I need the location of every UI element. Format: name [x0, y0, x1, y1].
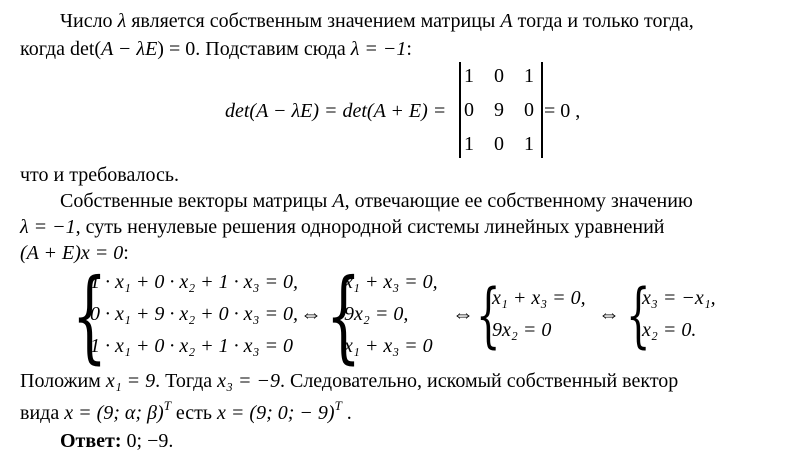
math: det(: [69, 38, 102, 60]
determinant-matrix: [459, 62, 543, 158]
superscript: T: [163, 398, 171, 413]
matrix-cell: 1: [464, 65, 474, 87]
text: . Подставим сюда: [195, 38, 351, 60]
text: есть: [170, 402, 218, 424]
matrix-cell: 0: [494, 65, 504, 87]
det-equation-left: det(A − λE) = det(A + E) =: [225, 100, 447, 122]
answer-line: [60, 428, 173, 454]
matrix-symbol: A: [500, 10, 513, 32]
text: , отвечающие ее собственному значению: [344, 190, 693, 212]
matrix-cell: 1: [524, 133, 534, 155]
system-equation: x₁ + x₃ = 0: [344, 335, 433, 357]
left-brace: {: [72, 257, 107, 374]
matrix-cell: 0: [464, 99, 474, 121]
matrix-cell: 0: [524, 99, 534, 121]
text: Положим: [20, 370, 106, 392]
system-equation: 1 · x₁ + 0 · x₂ + 1 · x₃ = 0: [90, 335, 293, 357]
system-equation: 9x₂ = 0,: [344, 303, 409, 325]
math: λ = −1: [20, 216, 76, 238]
matrix-symbol: A: [332, 190, 345, 212]
left-brace: {: [476, 274, 501, 356]
left-brace: {: [326, 257, 361, 374]
text: Число: [60, 10, 118, 32]
text-line: что и требовалось.: [20, 164, 179, 186]
text: когда: [20, 38, 70, 60]
text-line: [20, 400, 352, 426]
answer-label: Ответ:: [60, 430, 122, 452]
math: x = (9; α; β): [64, 402, 164, 424]
text-line: [20, 36, 412, 62]
answer-value: 0; −9.: [121, 430, 174, 452]
text: Собственные векторы матрицы: [60, 190, 333, 212]
text: :: [123, 242, 129, 264]
superscript: T: [334, 398, 342, 413]
lambda-symbol: λ: [117, 10, 127, 32]
math: x₃ = −9: [217, 370, 280, 392]
equivalence-arrow: ⇔: [452, 301, 474, 326]
math: λ = −1: [350, 38, 407, 60]
system-equation: 1 · x₁ + 0 · x₂ + 1 · x₃ = 0,: [90, 271, 298, 293]
text: , суть ненулевые решения однородной системы линейных уравнений: [75, 216, 665, 238]
math: x₁ = 9: [105, 370, 156, 392]
matrix-cell: 1: [524, 65, 534, 87]
equivalence-arrow: ⇔: [598, 301, 620, 326]
system-equation: x₁ + x₃ = 0,: [492, 287, 586, 309]
det-equation-right: = 0 ,: [544, 100, 581, 122]
equivalence-arrow: ⇔: [300, 301, 322, 326]
text-line: [20, 214, 665, 240]
text-line: [20, 368, 678, 394]
text: . Следовательно, искомый собственный вектор: [279, 370, 679, 392]
math: x = (9; 0; − 9): [217, 402, 335, 424]
math: ) = 0: [157, 38, 196, 60]
text: :: [406, 38, 412, 60]
system-equation: 9x₂ = 0: [492, 319, 552, 341]
left-brace: {: [626, 274, 651, 356]
text-line: [60, 8, 694, 34]
system-equation: 0 · x₁ + 9 · x₂ + 0 · x₃ = 0,: [90, 303, 298, 325]
matrix-cell: 1: [464, 133, 474, 155]
text-line: [60, 188, 693, 214]
matrix-cell: 0: [494, 133, 504, 155]
system-equation: x₂ = 0.: [642, 319, 697, 341]
math: A − λE: [101, 38, 158, 60]
text: является собственным значением матрицы: [126, 10, 501, 32]
system-equation: x₃ = −x₁,: [642, 287, 716, 309]
system-equation: x₁ + x₃ = 0,: [344, 271, 438, 293]
text: вида: [20, 402, 65, 424]
text: .: [341, 402, 352, 424]
text: . Тогда: [155, 370, 218, 392]
text: тогда и только тогда,: [512, 10, 694, 32]
matrix-cell: 9: [494, 99, 504, 121]
math: (A + E)x = 0: [20, 242, 124, 264]
